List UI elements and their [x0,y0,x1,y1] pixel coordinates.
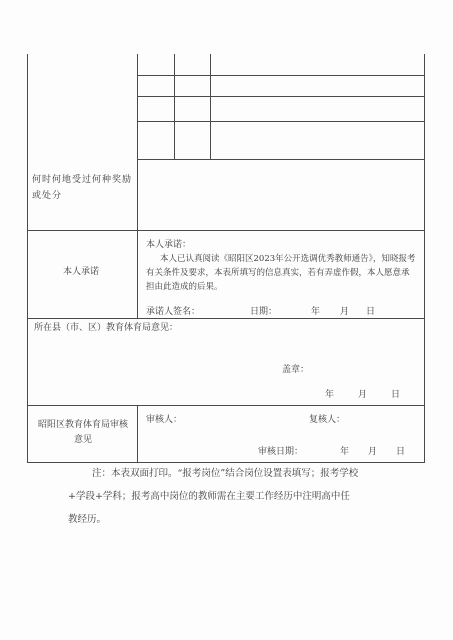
review-label-divider [137,405,138,462]
review-row-label: 昭阳区教育体育局审核意见 [37,420,128,445]
county-month: 月 [358,390,368,400]
rechecker-label: 复核人： [309,415,346,425]
review-day: 日 [396,447,406,457]
review-month: 月 [368,447,378,457]
pledge-row-label: 本人承诺 [63,267,100,277]
pledge-year: 年 [311,307,321,317]
footnote-line-1: 注：本表双面打印。“报考岗位”结合岗位设置表填写；报考学校 [92,468,359,479]
award-row-label: 何时何地受过何种奖励或处分 [32,175,133,201]
footnote-line-2: +学段+学科；报考高中岗位的教师需在主要工作经历中注明高中任 [68,491,350,502]
subgrid-divider-2 [210,54,211,159]
review-year: 年 [340,447,350,457]
pledge-date-label: 日期： [250,307,278,317]
pledge-month: 月 [340,307,350,317]
subgrid-divider-1 [174,54,175,159]
county-row-bottom-line [27,405,425,406]
reviewer-label: 审核人： [146,415,183,425]
award-row-bottom-line [27,230,425,231]
pledge-signature-label: 承诺人签名： [146,307,201,317]
county-opinion-label: 所在县（市、区）教育体育局意见： [34,323,179,333]
footnote-line-3: 教经历。 [68,514,107,525]
pledge-text: 本人已认真阅读《昭阳区2023年公开选调优秀教师通告》，知晓报考有关条件及要求，本表所填写的信息真实，若有弄虚作假，本人愿意承担由此造成的后果。 [146,254,416,292]
county-day: 日 [391,390,401,400]
pledge-heading: 本人承诺： [146,240,192,250]
pledge-row-bottom-line [27,318,425,319]
table-left-border [27,54,28,462]
subgrid-row-line-1 [137,75,425,76]
review-date-label: 审核日期： [258,447,304,457]
table-right-border [424,54,425,462]
pledge-day: 日 [366,307,376,317]
label-column-divider [137,54,138,318]
subgrid-row-line-4 [137,159,425,160]
county-year: 年 [325,390,335,400]
subgrid-row-line-2 [137,96,425,97]
county-seal-label: 盖章： [282,365,310,375]
subgrid-row-line-3 [137,121,425,122]
